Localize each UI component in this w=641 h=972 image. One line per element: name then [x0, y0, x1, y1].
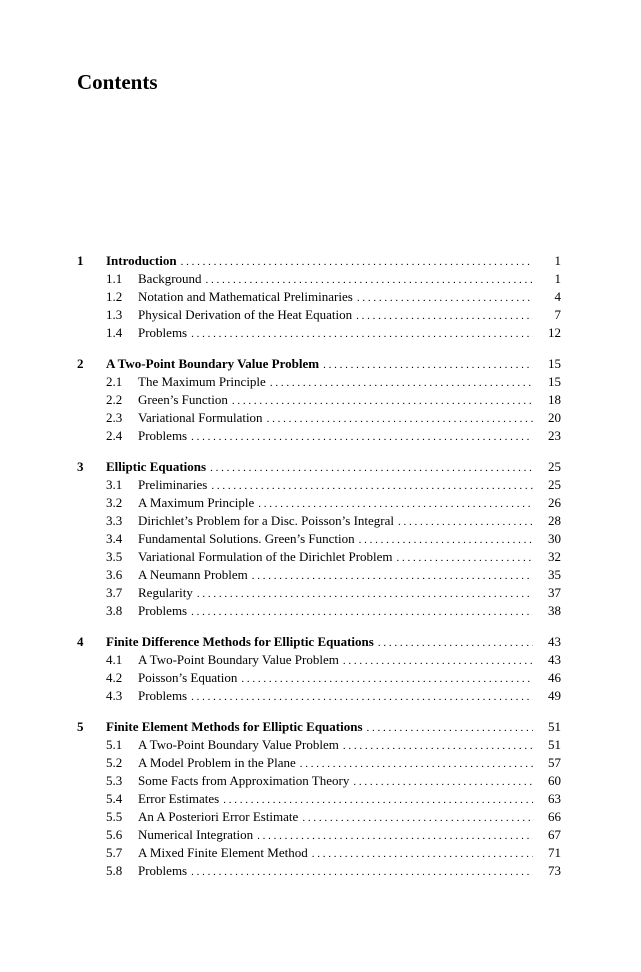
section-number: 5.8 — [106, 863, 123, 878]
chapter-number: 5 — [77, 719, 84, 734]
section-title: A Two-Point Boundary Value Problem — [138, 737, 339, 752]
dot-leader — [397, 548, 533, 567]
section-number: 3.7 — [106, 585, 123, 600]
dot-leader — [353, 772, 533, 791]
section-entry[interactable] — [77, 548, 561, 566]
section-title: The Maximum Principle — [138, 374, 266, 389]
page-number: 35 — [548, 567, 561, 582]
section-number: 2.4 — [106, 428, 123, 443]
page-number: 63 — [548, 791, 561, 806]
dot-leader — [191, 427, 533, 446]
section-title: Poisson’s Equation — [138, 670, 238, 685]
page-number: 28 — [548, 513, 561, 528]
section-number: 3.5 — [106, 549, 123, 564]
section-title: A Two-Point Boundary Value Problem — [138, 652, 339, 667]
chapter-block — [77, 458, 561, 620]
dot-leader — [367, 718, 533, 737]
section-number: 2.1 — [106, 374, 123, 389]
dot-leader — [191, 324, 533, 343]
page-number: 51 — [548, 719, 561, 734]
dot-leader — [258, 494, 533, 513]
section-entry[interactable] — [77, 808, 561, 826]
chapter-number: 4 — [77, 634, 84, 649]
page-number: 71 — [548, 845, 561, 860]
page-number: 66 — [548, 809, 561, 824]
page-number: 26 — [548, 495, 561, 510]
section-title: Numerical Integration — [138, 827, 254, 842]
dot-leader — [252, 566, 533, 585]
chapter-block — [77, 355, 561, 445]
chapter-number: 1 — [77, 253, 84, 268]
dot-leader — [191, 602, 533, 621]
section-title: A Mixed Finite Element Method — [138, 845, 308, 860]
page-number: 43 — [548, 634, 561, 649]
section-number: 2.2 — [106, 392, 123, 407]
section-entry[interactable] — [77, 476, 561, 494]
dot-leader — [197, 584, 533, 603]
section-entry[interactable] — [77, 494, 561, 512]
page-number: 57 — [548, 755, 561, 770]
section-title: Problems — [138, 325, 188, 340]
section-title: A Neumann Problem — [138, 567, 248, 582]
section-number: 4.2 — [106, 670, 123, 685]
dot-leader — [398, 512, 533, 531]
section-number: 5.4 — [106, 791, 123, 806]
section-title: An A Posteriori Error Estimate — [138, 809, 299, 824]
section-number: 1.1 — [106, 271, 123, 286]
section-title: Regularity — [138, 585, 193, 600]
page-title: Contents — [77, 70, 158, 94]
section-title: Fundamental Solutions. Green’s Function — [138, 531, 355, 546]
section-entry[interactable] — [77, 324, 561, 342]
dot-leader — [302, 808, 533, 827]
section-title: Dirichlet’s Problem for a Disc. Poisson’s Integral — [138, 513, 394, 528]
page-number: 43 — [548, 652, 561, 667]
section-title: Preliminaries — [138, 477, 208, 492]
section-number: 3.1 — [106, 477, 123, 492]
section-number: 5.3 — [106, 773, 123, 788]
section-entry[interactable] — [77, 409, 561, 427]
section-number: 4.1 — [106, 652, 123, 667]
section-title: Background — [138, 271, 202, 286]
section-entry[interactable] — [77, 288, 561, 306]
chapter-title: Finite Difference Methods for Elliptic Equations — [106, 634, 374, 649]
page-number: 60 — [548, 773, 561, 788]
section-number: 5.2 — [106, 755, 123, 770]
page-number: 51 — [548, 737, 561, 752]
dot-leader — [257, 826, 533, 845]
section-number: 5.6 — [106, 827, 123, 842]
section-entry[interactable] — [77, 790, 561, 808]
section-title: Variational Formulation — [138, 410, 263, 425]
section-number: 5.7 — [106, 845, 123, 860]
dot-leader — [356, 306, 533, 325]
section-number: 5.1 — [106, 737, 123, 752]
section-entry[interactable] — [77, 687, 561, 705]
page-number: 1 — [554, 253, 561, 268]
chapter-block — [77, 718, 561, 880]
section-entry[interactable] — [77, 862, 561, 880]
section-entry[interactable] — [77, 669, 561, 687]
chapter-title: A Two-Point Boundary Value Problem — [106, 356, 320, 371]
section-number: 3.6 — [106, 567, 123, 582]
section-entry[interactable] — [77, 754, 561, 772]
dot-leader — [343, 651, 533, 670]
page-number: 49 — [548, 688, 561, 703]
page-number: 23 — [548, 428, 561, 443]
table-of-contents — [77, 252, 561, 893]
dot-leader — [232, 391, 533, 410]
dot-leader — [223, 790, 533, 809]
page-number: 67 — [548, 827, 561, 842]
page-number: 46 — [548, 670, 561, 685]
section-title: A Maximum Principle — [138, 495, 255, 510]
section-title: Green’s Function — [138, 392, 228, 407]
section-number: 1.3 — [106, 307, 123, 322]
dot-leader — [181, 252, 533, 271]
section-entry[interactable] — [77, 736, 561, 754]
section-number: 4.3 — [106, 688, 123, 703]
chapter-number: 2 — [77, 356, 84, 371]
page-number: 25 — [548, 459, 561, 474]
dot-leader — [323, 355, 533, 374]
page-number: 12 — [548, 325, 561, 340]
chapter-block — [77, 252, 561, 342]
section-number: 3.4 — [106, 531, 123, 546]
chapter-entry[interactable] — [77, 355, 561, 373]
section-title: Problems — [138, 688, 188, 703]
page-number: 38 — [548, 603, 561, 618]
chapter-title: Elliptic Equations — [106, 459, 207, 474]
chapter-number: 3 — [77, 459, 84, 474]
section-entry[interactable] — [77, 826, 561, 844]
section-entry[interactable] — [77, 530, 561, 548]
chapter-entry[interactable] — [77, 458, 561, 476]
dot-leader — [357, 288, 533, 307]
section-number: 5.5 — [106, 809, 123, 824]
section-entry[interactable] — [77, 427, 561, 445]
page-number: 1 — [554, 271, 561, 286]
page-number: 37 — [548, 585, 561, 600]
section-entry[interactable] — [77, 512, 561, 530]
section-entry[interactable] — [77, 306, 561, 324]
dot-leader — [206, 270, 533, 289]
section-number: 3.2 — [106, 495, 123, 510]
dot-leader — [270, 373, 533, 392]
page-number: 7 — [554, 307, 561, 322]
page-number: 4 — [554, 289, 561, 304]
section-number: 3.8 — [106, 603, 123, 618]
page-number: 15 — [548, 356, 561, 371]
chapter-entry[interactable] — [77, 718, 561, 736]
page-number: 15 — [548, 374, 561, 389]
page-number: 25 — [548, 477, 561, 492]
section-number: 1.2 — [106, 289, 123, 304]
section-title: Problems — [138, 603, 188, 618]
chapter-block — [77, 633, 561, 705]
chapter-title: Finite Element Methods for Elliptic Equations — [106, 719, 363, 734]
chapter-entry[interactable] — [77, 252, 561, 270]
section-number: 2.3 — [106, 410, 123, 425]
section-title: Error Estimates — [138, 791, 220, 806]
section-entry[interactable] — [77, 584, 561, 602]
page-number: 30 — [548, 531, 561, 546]
dot-leader — [267, 409, 533, 428]
dot-leader — [378, 633, 533, 652]
page-number: 73 — [548, 863, 561, 878]
dot-leader — [359, 530, 533, 549]
section-number: 1.4 — [106, 325, 123, 340]
page-number: 32 — [548, 549, 561, 564]
section-number: 3.3 — [106, 513, 123, 528]
section-title: Notation and Mathematical Preliminaries — [138, 289, 353, 304]
dot-leader — [191, 687, 533, 706]
section-title: Some Facts from Approximation Theory — [138, 773, 350, 788]
section-entry[interactable] — [77, 391, 561, 409]
dot-leader — [312, 844, 533, 863]
section-title: Problems — [138, 863, 188, 878]
page-number: 18 — [548, 392, 561, 407]
dot-leader — [343, 736, 533, 755]
section-title: Variational Formulation of the Dirichlet Problem — [138, 549, 393, 564]
chapter-title: Introduction — [106, 253, 177, 268]
dot-leader — [191, 862, 533, 881]
chapter-entry[interactable] — [77, 633, 561, 651]
section-entry[interactable] — [77, 270, 561, 288]
section-entry[interactable] — [77, 602, 561, 620]
section-entry[interactable] — [77, 566, 561, 584]
dot-leader — [211, 476, 533, 495]
dot-leader — [210, 458, 533, 477]
section-entry[interactable] — [77, 651, 561, 669]
dot-leader — [241, 669, 533, 688]
section-entry[interactable] — [77, 772, 561, 790]
section-title: Problems — [138, 428, 188, 443]
section-entry[interactable] — [77, 844, 561, 862]
page-number: 20 — [548, 410, 561, 425]
dot-leader — [300, 754, 533, 773]
section-title: Physical Derivation of the Heat Equation — [138, 307, 353, 322]
section-entry[interactable] — [77, 373, 561, 391]
section-title: A Model Problem in the Plane — [138, 755, 296, 770]
